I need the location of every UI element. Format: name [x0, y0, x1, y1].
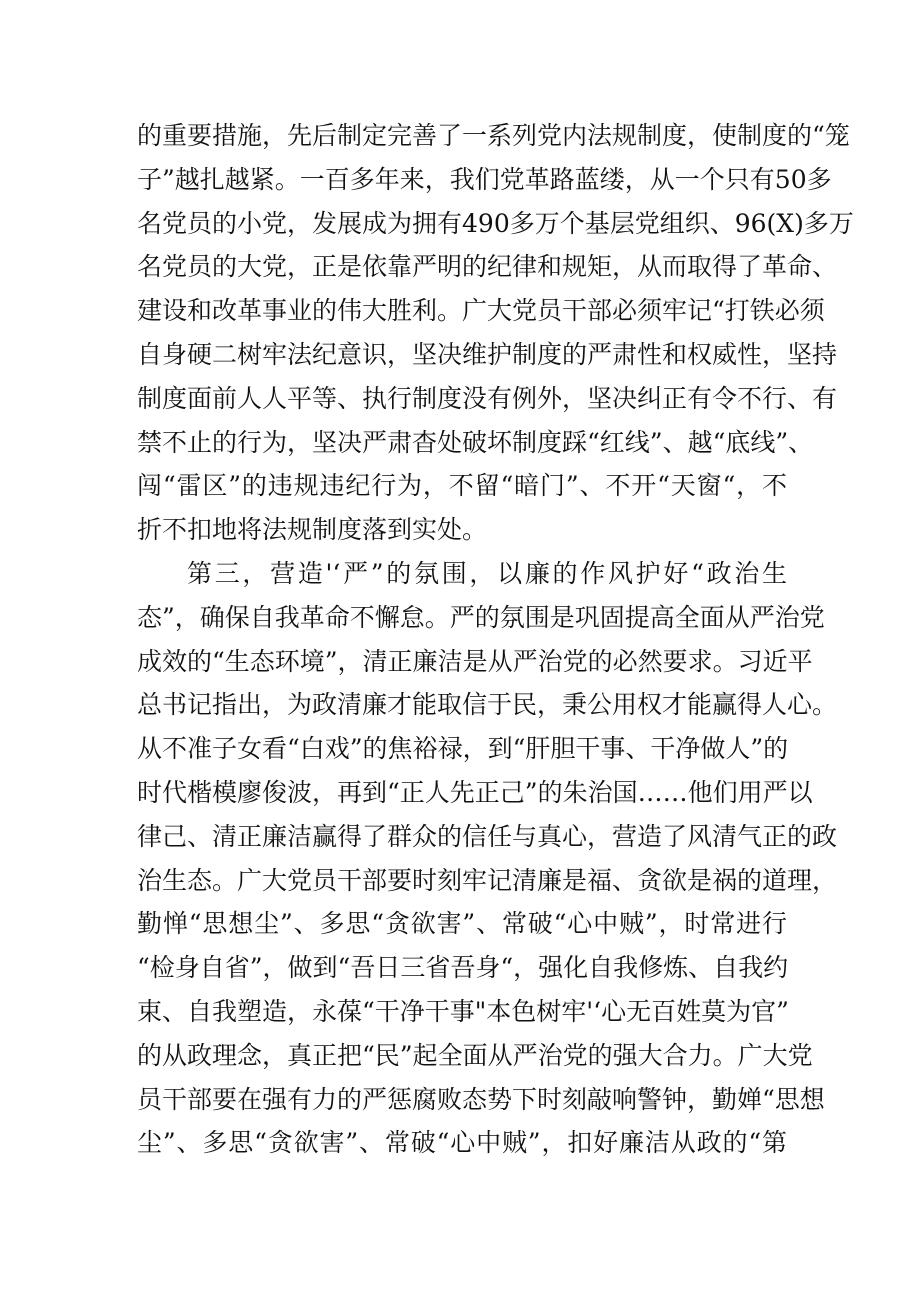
text-line: 的重要措施，先后制定完善了一系列党内法规制度，使制度的“笼: [137, 121, 850, 150]
text-line: 子”越扎越紧。一百多年来，我们党革路蓝缕，从一个只有50多: [137, 164, 832, 194]
body-text: [137, 114, 854, 1165]
paragraph-start-line: 第三，营造'‘严”的氛围，以廉的作风护好“政治生: [187, 558, 787, 588]
text-line: 自身硬二树牢法纪意识，坚决维护制度的严肃性和权威性，坚持: [137, 339, 838, 369]
text-line: 制度面前人人平等、执行制度没有例外，坚决纠正有令不行、有: [137, 383, 838, 413]
text-line: 态”，确保自我革命不懈怠。严的氛围是巩固提高全面从严治党: [137, 602, 825, 632]
text-line: 束、自我塑造，永葆“干净干事"本色树牢'‘心无百姓莫为官”: [137, 996, 789, 1026]
text-line: 从不准子女看“白戏”的焦裕禄，到“肝胆干事、干净做人”的: [137, 734, 789, 764]
text-line: 的从政理念，真正把“民”起全面从严治党的强大合力。广大党: [137, 1040, 813, 1070]
text-line: 律己、清正廉洁赢得了群众的信任与真心，营造了风清气正的政: [137, 821, 838, 851]
text-line: 名党员的大党，正是依靠严明的纪律和规矩，从而取得了革命、: [137, 252, 838, 282]
text-line: 勤惮“思想尘”、多思“贪欲害”、常破“心中贼”，时常进行: [137, 909, 787, 939]
paragraph-end-line: 折不扣地将法规制度落到实处。: [137, 515, 488, 545]
text-line: 成效的“生态环境”，清正廉洁是从严治党的必然要求。习近平: [137, 646, 813, 676]
text-line: 总书记指出，为政清廉才能取信于民，秉公用权才能赢得人心。: [137, 690, 838, 720]
text-line: 闯“雷区”的违规违纪行为，不留“暗门”、不开“天窗“，不: [137, 471, 787, 501]
text-line: 尘”、多思“贪欲害”、常破“心中贼”，扣好廉洁从政的“第: [137, 1128, 787, 1158]
text-line: 时代楷模廖俊波，再到“正人先正己”的朱治国……他们用严以: [137, 777, 813, 807]
text-line: 名党员的小党，发展成为拥有490多万个基层党组织、96(X)多万: [137, 208, 854, 238]
text-line: 建设和改革事业的伟大胜利。广大党员干部必须牢记“打铁必须: [137, 296, 825, 326]
text-line: 员干部要在强有力的严惩腐败态势下时刻敲响警钟，勤婵“思想: [137, 1084, 825, 1114]
text-line: “检身自省”，做到“吾日三省吾身“，强化自我修炼、自我约: [137, 953, 789, 983]
text-line: 治生态。广大党员干部要时刻牢记清廉是福、贪欲是祸的道理，: [137, 865, 838, 895]
text-line: 禁不止的行为，坚决严肃杳处破坏制度踩“红线”、越“底线”、: [137, 427, 814, 457]
